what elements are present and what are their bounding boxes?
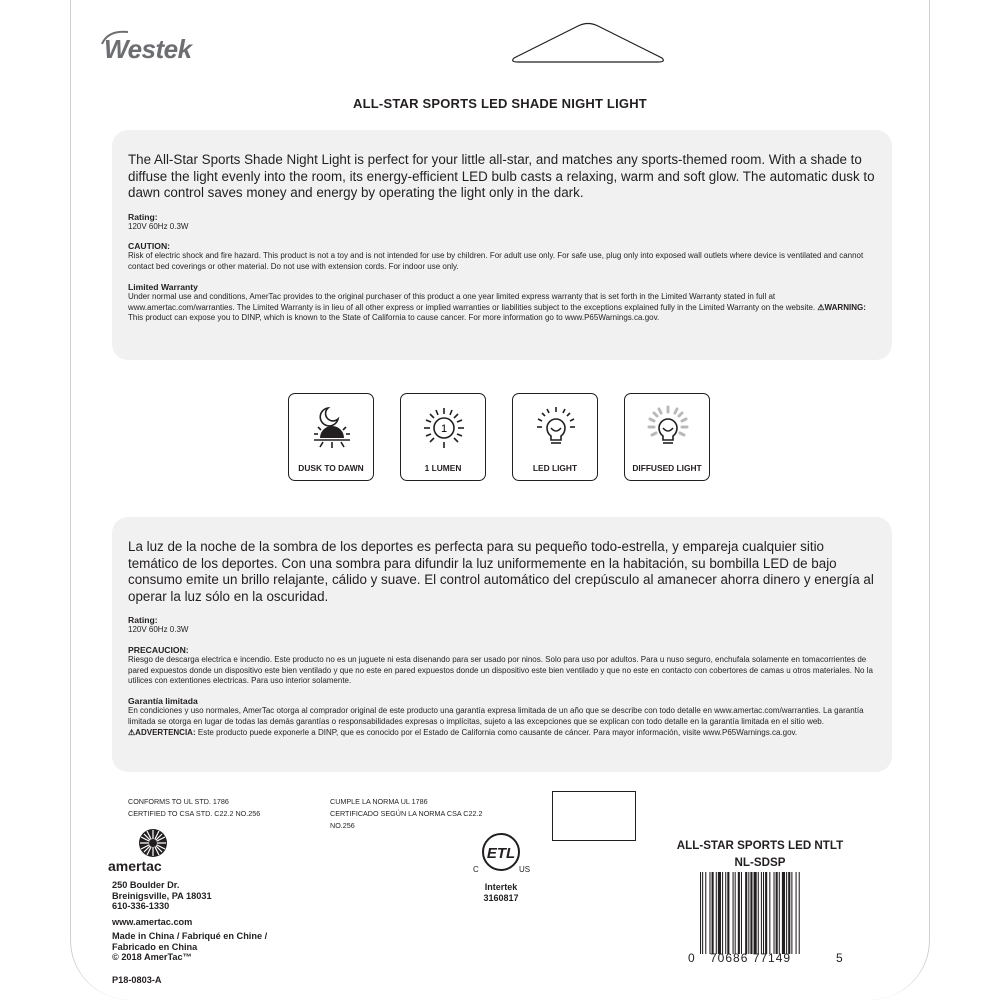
barcode-bar — [769, 872, 770, 954]
compliance-line: CONFORMS TO UL STD. 1786 — [128, 797, 229, 806]
english-rating-text: 120V 60Hz 0.3W — [128, 221, 189, 231]
spanish-caution-title: PRECAUCION: — [128, 644, 189, 655]
barcode-bar — [709, 872, 710, 954]
barcode-bar — [733, 872, 734, 954]
barcode-bar — [774, 872, 775, 954]
english-warning-text: This product can expose you to DINP, which is known to the State of California to cause cancer. For more information go to www.P65Warnings.ca.gov. — [128, 313, 660, 323]
made-in-line: © 2018 AmerTac™ — [112, 952, 192, 962]
english-warranty-title: Limited Warranty — [128, 281, 198, 292]
feature-dusk-to-dawn — [288, 393, 374, 481]
spanish-warranty-block — [128, 706, 876, 738]
brand-name: Westek — [104, 34, 192, 64]
feature-icons — [288, 393, 712, 483]
barcode-bar — [718, 872, 721, 954]
barcode-bar — [788, 872, 790, 954]
sun-icon — [422, 404, 466, 454]
moon-sun-icon — [310, 404, 354, 454]
barcode-bar — [735, 872, 736, 954]
compliance-line: NO.256 — [330, 821, 355, 830]
compliance-line: CUMPLE LA NORMA UL 1786 — [330, 797, 428, 806]
english-warranty-text: Under normal use and conditions, AmerTac provides to the original purchaser of this product a one year limited express warranty that is set forth in the Limited Warranty stated in full at www.amertac.com/warranties. The Limited Warranty is in lieu of all other express or implied warranties or liabilities subject to the exceptions explained fully in the Limited Warranty on the website. — [128, 291, 816, 312]
barcode-last-digit: 5 — [836, 951, 843, 965]
feature-label: DUSK TO DAWN — [298, 463, 364, 473]
manufacturer-website: www.amertac.com — [112, 917, 193, 927]
barcode-bar — [754, 872, 757, 954]
barcode-bar — [761, 872, 762, 954]
barcode-bar — [716, 872, 717, 954]
spanish-warranty-text: En condiciones y uso normales, AmerTac otorga al comprador original de este producto una garantía expresa limitada de un año que se describe con todo detalle en www.amertac.com/warranties. La garantía limitada se otorga en lugar de todas las demás garantías o responsabilidades expresas o implícitas, sujeto a las excepciones que se explican con todo detalle en la garantía limitada en el sitio web. — [128, 706, 864, 726]
feature-label: DIFFUSED LIGHT — [632, 463, 702, 473]
spanish-caution-text: Riesgo de descarga electrica e incendio. Este producto no es un juguete ni esta disenando para ser usado por ninos. Solo para uso por adultos. Para u nuso seguro, enchufala solamente en tomacorrientes de pared expuestos donde un dispositivo este bien ventilado y que no este en pared expuestos donde un dispositivo este bien ventilado y que no este en contacto con cobertores de camas u otros materiales. No la utilices con extentiones electricas. Para uso interior solamente. — [128, 654, 873, 686]
english-warning-label: ⚠WARNING: — [817, 302, 866, 312]
made-in-text — [112, 931, 267, 963]
address-line: 250 Boulder Dr. — [112, 880, 180, 890]
feature-label: 1 LUMEN — [424, 463, 462, 473]
address-line: Breinigsville, PA 18031 — [112, 890, 212, 901]
etl-c-label: C — [473, 865, 479, 874]
english-caution-title: CAUTION: — [128, 241, 171, 252]
led-bulb-icon — [534, 404, 578, 454]
barcode-bar — [745, 872, 747, 954]
intertek-lab: Intertek — [484, 882, 518, 892]
barcode-bar — [700, 872, 701, 954]
address-line: 610-336-1330 — [112, 901, 170, 911]
barcode-bar — [765, 872, 767, 954]
compliance-spanish — [330, 796, 482, 832]
barcode-bar — [799, 872, 800, 954]
english-rating-title: Rating: — [128, 211, 158, 222]
spanish-info-panel — [112, 517, 892, 772]
spanish-warning-label: ⚠ADVERTENCIA: — [128, 727, 196, 737]
barcode-bar — [725, 872, 726, 954]
package-code: P18-0803-A — [112, 975, 162, 985]
diffused-bulb-icon — [646, 404, 690, 454]
etl-us-label: US — [519, 865, 531, 874]
etl-certification-icon — [463, 826, 539, 882]
spanish-intro: La luz de la noche de la sombra de los deportes es perfecta para su pequeño todo-estrella, y empareja cualquier sitio temático de los deportes. Con una sombra para difundir la luz uniformemente en la habitación, su bombilla LED de bajo consumo emite un brillo relajante, cálido y suave. El control automático del crepúsculo al amanecer ahorra dinero y energía al operar la luz sólo en la oscuridad. — [128, 539, 874, 604]
blank-label-box — [552, 791, 636, 841]
barcode-bar — [796, 872, 797, 954]
spanish-rating-title: Rating: — [128, 615, 158, 625]
compliance-line: CERTIFICADO SEGÚN LA NORMA CSA C22.2 — [330, 809, 483, 818]
feature-led-light — [512, 393, 598, 481]
barcode-bar — [748, 872, 749, 954]
barcode-bar — [786, 872, 787, 954]
amertac-logo-icon — [137, 827, 169, 859]
feature-one-lumen — [400, 393, 486, 481]
barcode-bar — [776, 872, 778, 954]
manufacturer-name: amertac — [108, 858, 162, 874]
compliance-english — [128, 796, 260, 820]
spanish-rating-text: 120V 60Hz 0.3W — [128, 625, 189, 634]
etl-mark-text: ETL — [486, 845, 516, 862]
barcode-bar — [791, 872, 792, 954]
english-caution-text: Risk of electric shock and fire hazard. This product is not a toy and is not intended for use by children. For adult use only. For safe use, plug only into exposed wall outlets where device is ventilated and cannot contact bed coverings or other material. Do not use with extension cords. For indoor use only. — [128, 251, 864, 272]
model-name: ALL-STAR SPORTS LED NTLT — [676, 839, 844, 852]
barcode-bar — [722, 872, 723, 954]
intertek-number: 3160817 — [483, 893, 519, 903]
barcode-bar — [779, 872, 780, 954]
made-in-line: Fabricado en China — [112, 941, 198, 952]
english-info-panel — [112, 130, 892, 360]
logo-swoosh-icon — [100, 28, 130, 48]
intertek-info — [476, 882, 526, 904]
lumen-number: 1 — [440, 423, 448, 435]
barcode-bar — [738, 872, 740, 954]
feature-label: LED LIGHT — [532, 463, 578, 473]
barcode-digits: 70686 77149 — [710, 951, 792, 965]
english-intro: The All-Star Sports Shade Night Light is perfect for your little all-star, and matches any sports-themed room. With a shade to diffuse the light evenly into the room, its energy-efficient LED bulb casts a relaxing, warm and soft glow. The automatic dusk to dawn control saves money and energy by operating the light only in the dark. — [128, 152, 875, 200]
spanish-warning-text: Este producto puede exponerle a DINP, que es conocido por el Estado de California como causante de cáncer. Para mayor información, visite www.P65Warnings.ca.gov. — [197, 727, 798, 737]
manufacturer-address — [112, 880, 212, 912]
spanish-warranty-title: Garantía limitada — [128, 696, 198, 707]
english-warranty-block — [128, 292, 876, 324]
barcode-bar — [702, 872, 703, 954]
compliance-line: CERTIFIED TO CSA STD. C22.2 NO.256 — [128, 809, 261, 818]
barcode-first-digit: 0 — [688, 951, 695, 965]
brand-logo — [104, 34, 192, 65]
made-in-line: Made in China / Fabriqué en Chine / — [112, 931, 268, 941]
feature-diffused-light — [624, 393, 710, 481]
barcode-bar — [750, 872, 752, 954]
barcode-bar — [705, 872, 706, 954]
barcode-bar — [727, 872, 729, 954]
barcode-bar — [782, 872, 785, 954]
hang-hole — [508, 20, 668, 64]
barcode-bar — [763, 872, 764, 954]
product-title: ALL-STAR SPORTS LED SHADE NIGHT LIGHT — [353, 96, 647, 111]
barcode — [700, 872, 830, 954]
barcode-bar — [741, 872, 742, 954]
barcode-bar — [758, 872, 759, 954]
barcode-bar — [712, 872, 714, 954]
model-number: NL-SDSP — [734, 856, 786, 869]
